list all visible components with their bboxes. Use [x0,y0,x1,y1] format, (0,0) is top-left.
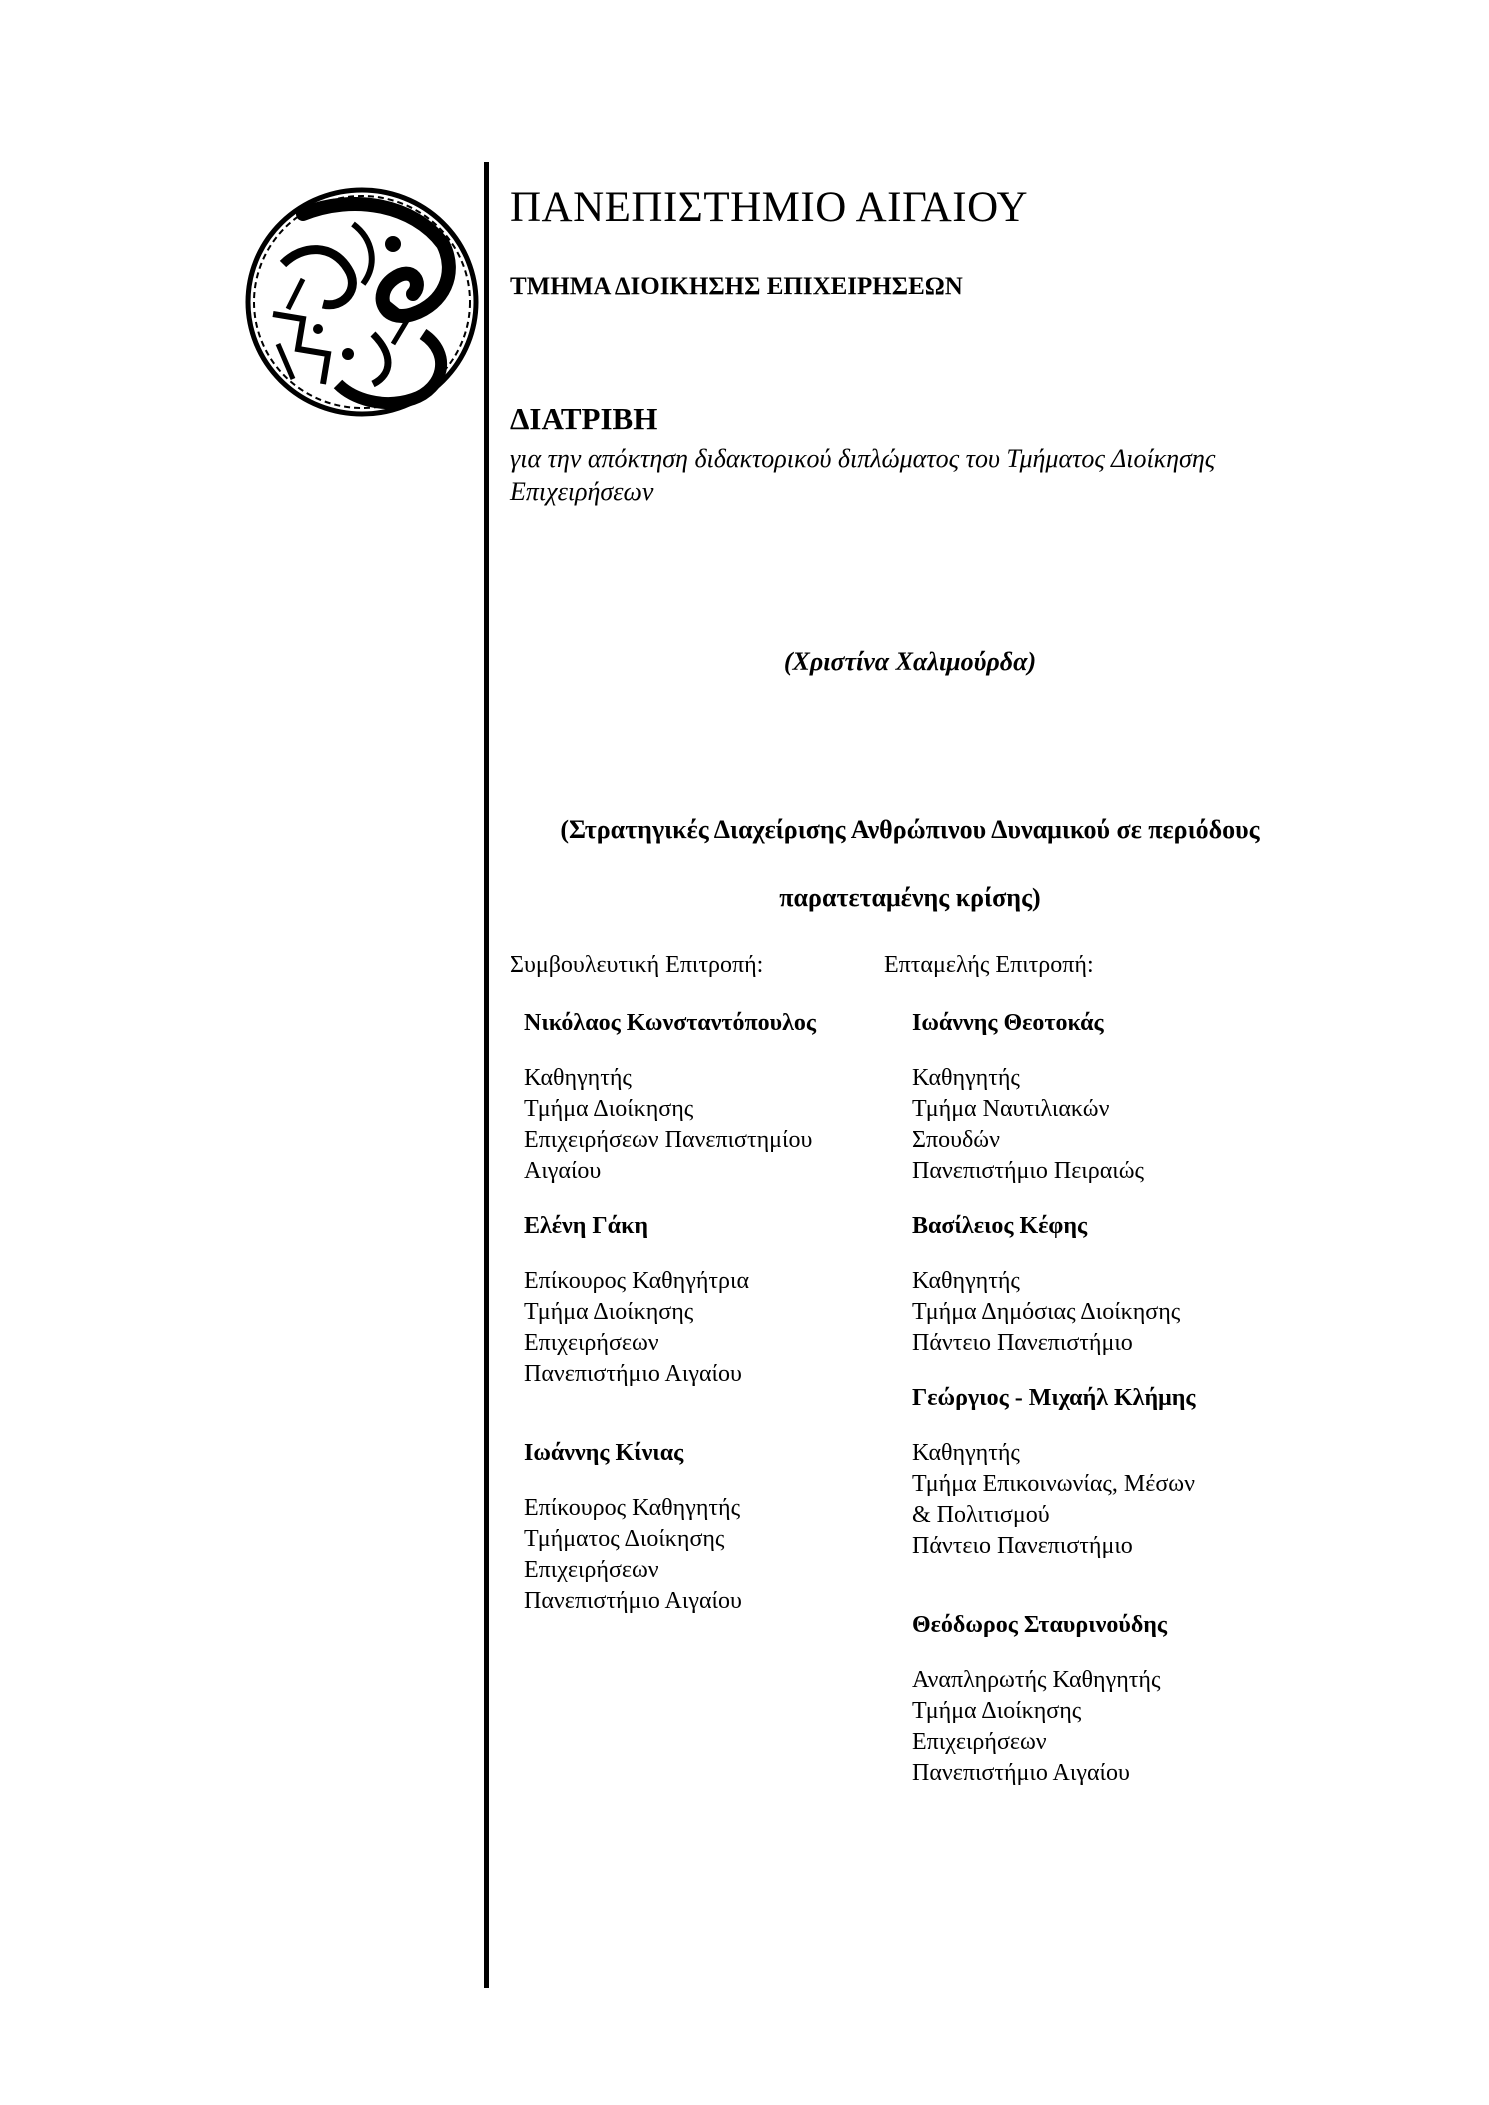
member-name: Ελένη Γάκη [524,1213,649,1239]
committee-member [912,1008,1312,1187]
member-affiliation-line: Τμήμα Ναυτιλιακών [912,1096,1110,1122]
thesis-title: (Στρατηγικές Διαχείρισης Ανθρώπινου Δυναμικού σε περιόδους παρατεταμένης κρίσης) [560,815,1260,912]
committee-member [524,1211,864,1390]
member-affiliation-line: Καθηγητής [912,1065,1020,1091]
vertical-divider-line [484,162,489,1988]
member-affiliation-line: Επίκουρος Καθηγήτρια [524,1268,750,1294]
examination-committee-heading: Επταμελής Επιτροπή: [884,952,1094,978]
member-affiliation-line: & Πολιτισμού [912,1502,1050,1528]
thesis-description: για την απόκτηση διδακτορικού διπλώματος του Τμήματος Διοίκησης Επιχειρήσεων [510,444,1216,506]
member-name: Θεόδωρος Σταυρινούδης [912,1612,1168,1638]
university-seal-icon [243,184,481,418]
member-affiliation [912,1063,1312,1187]
member-affiliation [912,1266,1312,1359]
member-affiliation [524,1266,864,1390]
member-name: Ιωάννης Κίνιας [524,1440,684,1466]
member-affiliation-line: Τμήμα Διοίκησης [524,1299,694,1325]
university-name: ΠΑΝΕΠΙΣΤΗΜΙΟ ΑΙΓΑΙΟΥ [510,184,1029,231]
committee-member [912,1383,1312,1562]
member-affiliation-line: Τμήμα Δημόσιας Διοίκησης [912,1299,1181,1325]
member-affiliation-line: Επιχειρήσεων [524,1330,659,1356]
member-affiliation [912,1438,1312,1562]
committee-member [912,1211,1312,1359]
member-affiliation-line: Τμήματος Διοίκησης [524,1526,725,1552]
member-affiliation-line: Επίκουρος Καθηγητής [524,1495,741,1521]
department-name: ΤΜΗΜΑ ΔΙΟΙΚΗΣΗΣ ΕΠΙΧΕΙΡΗΣΕΩΝ [510,273,963,300]
member-affiliation-line: Επιχειρήσεων Πανεπιστημίου [524,1127,813,1153]
member-affiliation-line: Αιγαίου [524,1158,602,1184]
thesis-label: ΔΙΑΤΡΙΒΗ [510,401,658,436]
member-affiliation-line: Καθηγητής [524,1065,632,1091]
advisory-committee-heading: Συμβουλευτική Επιτροπή: [510,952,764,978]
member-name: Γεώργιος - Μιχαήλ Κλήμης [912,1385,1196,1411]
member-affiliation-line: Σπουδών [912,1127,1000,1153]
member-name: Ιωάννης Θεοτοκάς [912,1010,1104,1036]
member-affiliation-line: Πανεπιστήμιο Αιγαίου [912,1760,1130,1786]
member-affiliation [912,1665,1312,1789]
member-affiliation-line: Επιχειρήσεων [912,1729,1047,1755]
member-affiliation-line: Πανεπιστήμιο Αιγαίου [524,1361,742,1387]
member-affiliation-line: Τμήμα Επικοινωνίας, Μέσων [912,1471,1195,1497]
member-affiliation-line: Πανεπιστήμιο Πειραιώς [912,1158,1145,1184]
advisory-committee-list [524,1008,864,1617]
author-name: (Χριστίνα Χαλιμούρδα) [783,647,1037,676]
member-affiliation-line: Τμήμα Διοίκησης [912,1698,1082,1724]
member-affiliation-line: Τμήμα Διοίκησης [524,1096,694,1122]
committee-member [524,1008,864,1187]
committee-member [524,1438,864,1617]
member-affiliation [524,1063,864,1187]
member-affiliation [524,1493,864,1617]
member-affiliation-line: Καθηγητής [912,1268,1020,1294]
member-affiliation-line: Πάντειο Πανεπιστήμιο [912,1330,1133,1356]
member-affiliation-line: Πάντειο Πανεπιστήμιο [912,1533,1133,1559]
member-affiliation-line: Αναπληρωτής Καθηγητής [912,1667,1161,1693]
member-affiliation-line: Καθηγητής [912,1440,1020,1466]
committee-member [912,1610,1312,1789]
member-affiliation-line: Πανεπιστήμιο Αιγαίου [524,1588,742,1614]
examination-committee-list [912,1008,1312,1789]
member-affiliation-line: Επιχειρήσεων [524,1557,659,1583]
member-name: Νικόλαος Κωνσταντόπουλος [524,1010,817,1036]
member-name: Βασίλειος Κέφης [912,1213,1088,1239]
